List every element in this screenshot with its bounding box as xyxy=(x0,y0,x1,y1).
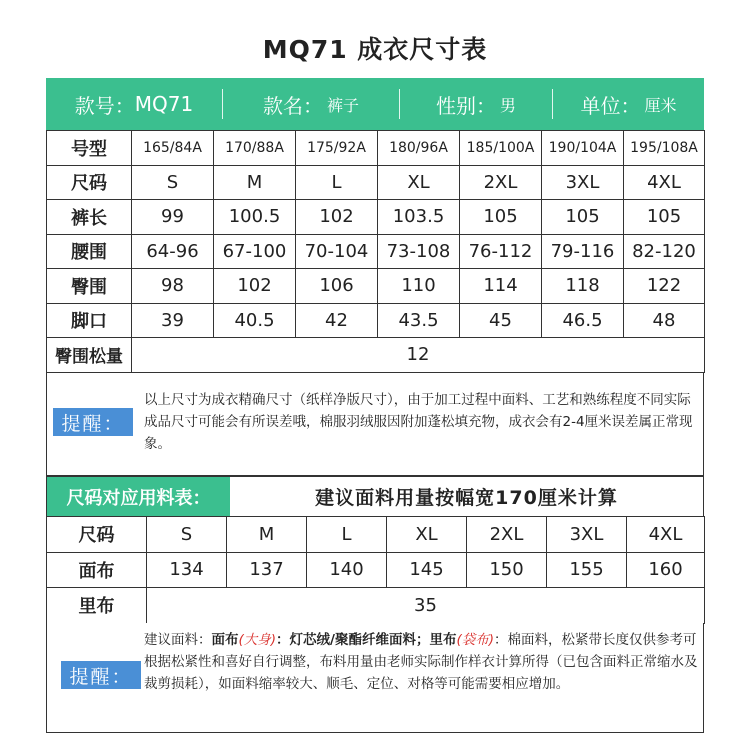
size-cell: 105 xyxy=(542,200,624,235)
reminder-box xyxy=(46,373,704,476)
size-cell: 105 xyxy=(624,200,705,235)
size-cell: 67-100 xyxy=(214,234,296,269)
size-cell: 70-104 xyxy=(296,234,378,269)
fabric-reminder-text xyxy=(144,629,699,695)
note-rest: ：棉面料，松紧带长度仅供参考可根据松紧性和喜好自行调整，布料用量由老师实际制作样衣计算所得（已包含面料正常缩水及裁剪损耗），如面料缩率较大、顺毛、定位、对格等可能需要相应增加。 xyxy=(144,632,698,692)
gender-info xyxy=(400,78,552,130)
model-info xyxy=(46,78,222,130)
size-row xyxy=(47,200,705,235)
ease-row xyxy=(47,338,705,373)
size-cell: 4XL xyxy=(624,165,705,200)
name-value: 裤子 xyxy=(326,95,359,115)
fabric-size-cell: L xyxy=(307,517,387,553)
fabric-main-cell: 145 xyxy=(387,552,467,588)
size-cell: 102 xyxy=(296,200,378,235)
size-cell: 76-112 xyxy=(460,234,542,269)
fabric-main-cell: 134 xyxy=(147,552,227,588)
name-info xyxy=(223,78,399,130)
size-row xyxy=(47,131,705,166)
size-cell: 46.5 xyxy=(542,303,624,338)
size-cell: 110 xyxy=(378,269,460,304)
size-cell: 122 xyxy=(624,269,705,304)
note-lining: 里布 xyxy=(429,632,457,648)
fabric-size-cell: 4XL xyxy=(627,517,705,553)
size-cell: 73-108 xyxy=(378,234,460,269)
size-cell: 105 xyxy=(460,200,542,235)
ease-label: 臀围松量 xyxy=(47,338,132,373)
name-label: 款名： xyxy=(262,93,323,118)
reminder-text: 以上尺寸为成衣精确尺寸（纸样净版尺寸），由于加工过程中面料、工艺和熟练程度不同实际成品尺寸可能会有所误差哦，棉服羽绒服因附加蓬松填充物，成衣会有2-4厘米误差属正常现象。 xyxy=(144,392,693,452)
row-label: 裤长 xyxy=(47,200,132,235)
size-cell: 175/92A xyxy=(296,131,378,166)
size-cell: 114 xyxy=(460,269,542,304)
size-cell: 2XL xyxy=(460,165,542,200)
fabric-size-cell: 3XL xyxy=(547,517,627,553)
fabric-main-row xyxy=(47,552,705,588)
size-row xyxy=(47,269,705,304)
size-cell: 180/96A xyxy=(378,131,460,166)
size-cell: 100.5 xyxy=(214,200,296,235)
note-main-fabric: 面布 xyxy=(211,632,239,648)
fabric-size-cell: XL xyxy=(387,517,467,553)
fabric-main-cell: 140 xyxy=(307,552,387,588)
size-table xyxy=(46,130,705,373)
size-cell: 118 xyxy=(542,269,624,304)
fabric-size-cell: M xyxy=(227,517,307,553)
size-cell: 48 xyxy=(624,303,705,338)
size-cell: 45 xyxy=(460,303,542,338)
note-part: 建议面料： xyxy=(144,632,212,648)
fabric-band-label: 尺码对应用料表： xyxy=(47,477,230,516)
size-cell: L xyxy=(296,165,378,200)
row-label: 号型 xyxy=(47,131,132,166)
size-cell: M xyxy=(214,165,296,200)
size-cell: 102 xyxy=(214,269,296,304)
size-row xyxy=(47,303,705,338)
model-label: 款号： xyxy=(74,93,135,118)
row-label: 尺码 xyxy=(47,165,132,200)
size-cell: 3XL xyxy=(542,165,624,200)
row-label: 脚口 xyxy=(47,303,132,338)
fabric-lining-row xyxy=(47,588,705,624)
size-cell: 43.5 xyxy=(378,303,460,338)
size-cell: 64-96 xyxy=(132,234,214,269)
size-cell: 103.5 xyxy=(378,200,460,235)
page-title: MQ71 成衣尺寸表 xyxy=(262,35,488,64)
size-cell: S xyxy=(132,165,214,200)
fabric-band xyxy=(46,476,704,516)
note-lining-part: (袋布) xyxy=(456,632,495,648)
size-cell: 195/108A xyxy=(624,131,705,166)
fabric-main-cell: 150 xyxy=(467,552,547,588)
size-cell: 106 xyxy=(296,269,378,304)
reminder-tag: 提醒： xyxy=(53,408,133,436)
unit-value: 厘米 xyxy=(644,95,677,115)
size-cell: 79-116 xyxy=(542,234,624,269)
fabric-size-label: 尺码 xyxy=(47,517,147,553)
size-cell: 165/84A xyxy=(132,131,214,166)
size-cell: 185/100A xyxy=(460,131,542,166)
gender-value: 男 xyxy=(499,95,516,115)
gender-label: 性别： xyxy=(435,93,496,118)
fabric-main-cell: 160 xyxy=(627,552,705,588)
note-main-fabric-part: (大身) xyxy=(238,632,277,648)
fabric-lining-label: 里布 xyxy=(47,588,147,624)
size-cell: 99 xyxy=(132,200,214,235)
ease-value: 12 xyxy=(132,338,705,373)
size-cell: XL xyxy=(378,165,460,200)
fabric-main-cell: 155 xyxy=(547,552,627,588)
size-row xyxy=(47,234,705,269)
model-value: MQ71 xyxy=(134,92,194,116)
unit-info xyxy=(553,78,704,130)
product-info-band xyxy=(46,78,704,130)
unit-label: 单位： xyxy=(580,93,641,118)
row-label: 腰围 xyxy=(47,234,132,269)
size-cell: 82-120 xyxy=(624,234,705,269)
size-row xyxy=(47,165,705,200)
fabric-size-cell: 2XL xyxy=(467,517,547,553)
size-cell: 170/88A xyxy=(214,131,296,166)
size-cell: 40.5 xyxy=(214,303,296,338)
size-cell: 190/104A xyxy=(542,131,624,166)
row-label: 臀围 xyxy=(47,269,132,304)
note-main-fabric-desc: ：灯芯绒/聚酯纤维面料； xyxy=(276,632,430,648)
fabric-main-label: 面布 xyxy=(47,552,147,588)
fabric-table xyxy=(46,516,705,624)
fabric-reminder-tag: 提醒： xyxy=(61,661,141,689)
size-cell: 98 xyxy=(132,269,214,304)
fabric-lining-value: 35 xyxy=(147,588,705,624)
size-cell: 42 xyxy=(296,303,378,338)
fabric-size-cell: S xyxy=(147,517,227,553)
fabric-reminder-box xyxy=(46,623,704,733)
size-cell: 39 xyxy=(132,303,214,338)
fabric-band-title: 建议面料用量按幅宽170厘米计算 xyxy=(315,487,618,509)
fabric-size-row xyxy=(47,517,705,553)
fabric-main-cell: 137 xyxy=(227,552,307,588)
